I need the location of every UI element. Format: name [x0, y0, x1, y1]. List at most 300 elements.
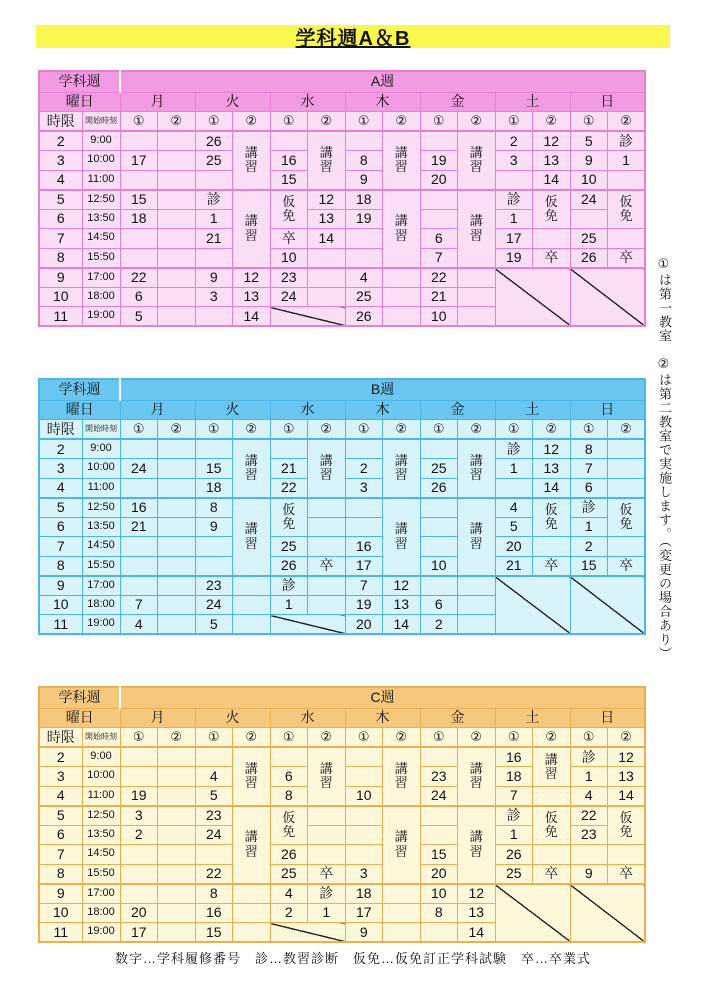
room-header: ②: [608, 112, 646, 132]
day-header: 木: [345, 92, 420, 112]
title-banner: [36, 25, 670, 48]
schedule-cell: [308, 845, 346, 865]
timetable-week-b: [38, 378, 646, 635]
stacked-char: 講: [394, 521, 408, 537]
schedule-cell: [158, 537, 196, 557]
schedule-cell: 25: [570, 229, 608, 249]
schedule-cell: 9: [195, 517, 233, 537]
stacked-char: 講: [244, 213, 258, 229]
period-cell: 7: [39, 845, 82, 865]
period-cell: 2: [39, 747, 82, 767]
period-cell: 7: [39, 229, 82, 249]
schedule-cell: [420, 209, 458, 229]
stacked-char: 仮: [282, 810, 296, 826]
schedule-cell: [608, 498, 646, 537]
schedule-cell: [383, 498, 421, 576]
stacked-char: 仮: [544, 194, 558, 210]
stacked-char: 免: [282, 208, 296, 224]
schedule-cell: [458, 747, 496, 806]
schedule-cell: [233, 595, 271, 615]
schedule-cell: [308, 498, 346, 518]
period-cell: 4: [39, 170, 82, 190]
schedule-cell: 15: [120, 190, 158, 210]
time-cell: 11:00: [82, 478, 120, 498]
schedule-cell: [158, 131, 196, 151]
room-header: ②: [608, 420, 646, 440]
schedule-cell: [608, 170, 646, 190]
stacked-char: 講: [319, 761, 333, 777]
period-label: 時限: [39, 728, 82, 748]
time-cell: 18:00: [82, 287, 120, 307]
schedule-cell: 14: [458, 923, 496, 943]
schedule-cell: [420, 439, 458, 459]
stacked-char: 講: [469, 453, 483, 469]
schedule-cell: [158, 884, 196, 904]
no-class-diagonal-cell: [270, 923, 345, 943]
schedule-cell: 21: [420, 287, 458, 307]
stacked-char: 習: [244, 775, 258, 791]
schedule-cell: [308, 268, 346, 288]
schedule-cell: [345, 825, 383, 845]
period-cell: 11: [39, 307, 82, 327]
schedule-cell: 4: [120, 615, 158, 635]
stacked-char: 講: [394, 761, 408, 777]
time-cell: 14:50: [82, 845, 120, 865]
schedule-cell: [495, 478, 533, 498]
timetable-week-a: [38, 70, 646, 327]
no-class-diagonal-cell: [570, 576, 645, 635]
schedule-cell: 15: [195, 923, 233, 943]
schedule-cell: 17: [345, 556, 383, 576]
period-cell: 4: [39, 478, 82, 498]
schedule-cell: 22: [120, 268, 158, 288]
schedule-cell: 25: [195, 151, 233, 171]
schedule-cell: [158, 576, 196, 596]
schedule-cell: 12: [533, 439, 571, 459]
schedule-cell: 1: [270, 595, 308, 615]
schedule-cell: [420, 825, 458, 845]
schedule-cell: [608, 537, 646, 557]
schedule-cell: [458, 190, 496, 268]
room-header: ①: [195, 420, 233, 440]
schedule-cell: 診: [270, 576, 308, 596]
stacked-char: 仮: [544, 502, 558, 518]
schedule-cell: 12: [533, 131, 571, 151]
stacked-char: 免: [544, 824, 558, 840]
schedule-cell: 5: [570, 131, 608, 151]
period-cell: 5: [39, 190, 82, 210]
schedule-cell: 診: [495, 439, 533, 459]
schedule-cell: 23: [195, 806, 233, 826]
period-label: 時限: [39, 112, 82, 132]
schedule-cell: 24: [420, 786, 458, 806]
schedule-cell: [120, 537, 158, 557]
schedule-cell: [608, 845, 646, 865]
schedule-cell: [270, 498, 308, 537]
schedule-cell: 14: [383, 615, 421, 635]
schedule-cell: 18: [120, 209, 158, 229]
schedule-cell: 12: [308, 190, 346, 210]
schedule-cell: [345, 747, 383, 767]
room-header: ②: [533, 728, 571, 748]
schedule-cell: [458, 287, 496, 307]
schedule-cell: [533, 786, 571, 806]
schedule-cell: [120, 229, 158, 249]
day-header: 火: [195, 92, 270, 112]
schedule-cell: 13: [383, 595, 421, 615]
schedule-cell: [158, 825, 196, 845]
schedule-cell: 12: [233, 268, 271, 288]
room-header: ①: [345, 728, 383, 748]
schedule-cell: [533, 498, 571, 537]
schedule-cell: [195, 170, 233, 190]
room-header: ②: [458, 728, 496, 748]
schedule-cell: 14: [608, 786, 646, 806]
schedule-cell: [383, 903, 421, 923]
schedule-cell: 18: [345, 190, 383, 210]
stacked-char: 講: [244, 761, 258, 777]
schedule-cell: [458, 595, 496, 615]
schedule-cell: 2: [420, 615, 458, 635]
schedule-cell: 卒: [270, 229, 308, 249]
schedule-cell: 23: [570, 825, 608, 845]
schedule-cell: 8: [195, 498, 233, 518]
schedule-cell: 8: [195, 884, 233, 904]
schedule-cell: 21: [495, 556, 533, 576]
schedule-cell: [158, 615, 196, 635]
day-header: 土: [495, 92, 570, 112]
room-header: ①: [345, 420, 383, 440]
schedule-cell: 9: [345, 170, 383, 190]
schedule-cell: 14: [533, 478, 571, 498]
schedule-cell: [120, 845, 158, 865]
schedule-cell: [345, 248, 383, 268]
schedule-cell: [233, 190, 271, 268]
schedule-cell: [120, 170, 158, 190]
schedule-cell: [158, 170, 196, 190]
no-class-diagonal-cell: [495, 884, 570, 943]
schedule-cell: 25: [420, 459, 458, 479]
room-header: ①: [270, 728, 308, 748]
schedule-cell: [233, 884, 271, 904]
schedule-cell: 15: [195, 459, 233, 479]
time-cell: 17:00: [82, 576, 120, 596]
schedule-cell: 26: [270, 556, 308, 576]
room-header: ①: [420, 112, 458, 132]
time-cell: 15:50: [82, 248, 120, 268]
time-cell: 18:00: [82, 903, 120, 923]
schedule-cell: 18: [195, 478, 233, 498]
schedule-cell: 4: [270, 884, 308, 904]
schedule-cell: [158, 845, 196, 865]
schedule-cell: [420, 190, 458, 210]
schedule-cell: 25: [270, 864, 308, 884]
schedule-cell: 14: [308, 229, 346, 249]
time-cell: 10:00: [82, 767, 120, 787]
schedule-cell: [608, 459, 646, 479]
schedule-cell: [383, 131, 421, 190]
room-header: ②: [458, 420, 496, 440]
schedule-cell: 2: [270, 903, 308, 923]
schedule-cell: [308, 287, 346, 307]
room-header: ②: [608, 728, 646, 748]
schedule-cell: 2: [495, 131, 533, 151]
schedule-cell: [120, 576, 158, 596]
schedule-cell: [345, 498, 383, 518]
room-header: ①: [120, 112, 158, 132]
schedule-cell: [158, 903, 196, 923]
room-header: ①: [420, 420, 458, 440]
stacked-char: 講: [244, 453, 258, 469]
schedule-cell: [158, 190, 196, 210]
schedule-cell: 卒: [608, 556, 646, 576]
period-cell: 8: [39, 556, 82, 576]
stacked-char: 習: [244, 535, 258, 551]
schedule-cell: [233, 439, 271, 498]
schedule-cell: 6: [270, 767, 308, 787]
schedule-cell: 24: [195, 595, 233, 615]
schedule-cell: [608, 229, 646, 249]
time-cell: 11:00: [82, 786, 120, 806]
schedule-cell: [158, 287, 196, 307]
schedule-cell: 7: [120, 595, 158, 615]
schedule-cell: 21: [120, 517, 158, 537]
schedule-cell: 5: [195, 615, 233, 635]
day-header: 月: [120, 92, 195, 112]
schedule-cell: [533, 845, 571, 865]
day-header: 火: [195, 708, 270, 728]
stacked-char: 講: [319, 453, 333, 469]
schedule-cell: [308, 248, 346, 268]
schedule-cell: 22: [270, 478, 308, 498]
room-header: ①: [570, 728, 608, 748]
room-header: ①: [270, 112, 308, 132]
schedule-cell: [120, 884, 158, 904]
day-header: 金: [420, 92, 495, 112]
stacked-char: 講: [244, 829, 258, 845]
schedule-cell: [120, 478, 158, 498]
stacked-char: 習: [244, 227, 258, 243]
stacked-char: 講: [394, 453, 408, 469]
schedule-cell: [233, 131, 271, 190]
schedule-cell: 2: [345, 459, 383, 479]
schedule-cell: [458, 131, 496, 190]
room-header: ②: [308, 112, 346, 132]
room-header: ①: [495, 728, 533, 748]
room-header: ①: [570, 112, 608, 132]
schedule-cell: 15: [420, 845, 458, 865]
schedule-cell: 診: [608, 131, 646, 151]
room-header: ②: [533, 112, 571, 132]
period-cell: 6: [39, 517, 82, 537]
schedule-cell: [383, 884, 421, 904]
legend-note: 数字…学科履修番号 診…教習診断 仮免…仮免訂正学科試験 卒…卒業式: [114, 951, 591, 966]
schedule-cell: 20: [120, 903, 158, 923]
schedule-cell: [570, 209, 608, 229]
schedule-cell: [345, 517, 383, 537]
stacked-char: 仮: [544, 810, 558, 826]
stacked-char: 仮: [282, 194, 296, 210]
stacked-char: 講: [244, 145, 258, 161]
period-cell: 7: [39, 537, 82, 557]
stacked-char: 仮: [619, 502, 633, 518]
schedule-cell: [233, 576, 271, 596]
schedule-cell: 卒: [308, 556, 346, 576]
no-class-diagonal-cell: [570, 884, 645, 943]
no-class-diagonal-cell: [495, 576, 570, 635]
schedule-cell: 診: [195, 190, 233, 210]
schedule-cell: [308, 517, 346, 537]
period-cell: 2: [39, 439, 82, 459]
schedule-cell: [383, 268, 421, 288]
day-header: 日: [570, 92, 645, 112]
stacked-char: 習: [319, 159, 333, 175]
schedule-cell: 診: [570, 498, 608, 518]
stacked-char: 習: [469, 159, 483, 175]
schedule-cell: 17: [120, 923, 158, 943]
schedule-cell: [533, 806, 571, 845]
stacked-char: 習: [469, 843, 483, 859]
schedule-cell: 6: [120, 287, 158, 307]
room-header: ①: [495, 112, 533, 132]
schedule-cell: [120, 747, 158, 767]
schedule-cell: 9: [195, 268, 233, 288]
stacked-char: 習: [394, 843, 408, 859]
room-header: ①: [495, 420, 533, 440]
start-time-label: 開始時刻: [82, 420, 120, 440]
schedule-cell: 8: [345, 151, 383, 171]
schedule-cell: [420, 537, 458, 557]
schedule-cell: [120, 131, 158, 151]
schedule-cell: 20: [495, 537, 533, 557]
stacked-char: 習: [394, 535, 408, 551]
schedule-cell: 25: [345, 287, 383, 307]
schedule-cell: 15: [270, 170, 308, 190]
schedule-cell: [270, 131, 308, 151]
schedule-cell: [308, 131, 346, 190]
schedule-cell: [533, 229, 571, 249]
no-class-diagonal-cell: [270, 307, 345, 327]
day-header: 水: [270, 400, 345, 420]
schedule-cell: [233, 903, 271, 923]
period-cell: 11: [39, 615, 82, 635]
period-cell: 6: [39, 825, 82, 845]
schedule-cell: 6: [420, 229, 458, 249]
time-cell: 15:50: [82, 556, 120, 576]
no-class-diagonal-cell: [270, 615, 345, 635]
stacked-char: 講: [544, 751, 558, 767]
schedule-cell: 10: [420, 884, 458, 904]
stacked-char: 講: [469, 829, 483, 845]
day-header: 日: [570, 708, 645, 728]
schedule-cell: [195, 439, 233, 459]
schedule-cell: 13: [533, 459, 571, 479]
time-cell: 9:00: [82, 747, 120, 767]
room-header: ②: [383, 420, 421, 440]
room-header: ②: [458, 112, 496, 132]
stacked-char: 習: [244, 467, 258, 483]
schedule-cell: [195, 537, 233, 557]
period-cell: 8: [39, 248, 82, 268]
schedule-cell: [158, 923, 196, 943]
schedule-cell: [608, 190, 646, 229]
schedule-cell: [458, 615, 496, 635]
stacked-char: 仮: [619, 810, 633, 826]
room-header: ②: [383, 112, 421, 132]
schedule-cell: 4: [195, 767, 233, 787]
schedule-cell: 3: [345, 864, 383, 884]
period-cell: 9: [39, 268, 82, 288]
schedule-cell: [345, 131, 383, 151]
schedule-cell: [195, 747, 233, 767]
schedule-cell: [533, 190, 571, 229]
schedule-cell: [308, 806, 346, 826]
schedule-cell: 1: [570, 767, 608, 787]
day-header: 月: [120, 400, 195, 420]
schedule-cell: [608, 478, 646, 498]
corner-label: 学科週: [39, 379, 120, 400]
stacked-char: 講: [469, 213, 483, 229]
day-row-label: 曜日: [39, 708, 120, 728]
schedule-cell: 18: [345, 884, 383, 904]
schedule-cell: [158, 209, 196, 229]
time-cell: 13:50: [82, 517, 120, 537]
stacked-char: 免: [544, 208, 558, 224]
time-cell: 13:50: [82, 825, 120, 845]
schedule-cell: 16: [495, 747, 533, 767]
schedule-cell: 23: [270, 268, 308, 288]
schedule-cell: [158, 806, 196, 826]
schedule-cell: [570, 845, 608, 865]
schedule-cell: 14: [233, 307, 271, 327]
schedule-cell: [158, 595, 196, 615]
period-cell: 6: [39, 209, 82, 229]
schedule-cell: 卒: [533, 864, 571, 884]
page-title: 学科週A＆B: [295, 28, 411, 50]
schedule-cell: 1: [308, 903, 346, 923]
day-header: 金: [420, 400, 495, 420]
schedule-cell: 診: [570, 747, 608, 767]
day-header: 月: [120, 708, 195, 728]
schedule-cell: 6: [570, 478, 608, 498]
schedule-cell: [158, 517, 196, 537]
time-cell: 17:00: [82, 268, 120, 288]
schedule-cell: 20: [420, 864, 458, 884]
schedule-cell: [458, 439, 496, 498]
stacked-char: 習: [394, 467, 408, 483]
schedule-cell: [158, 439, 196, 459]
schedule-cell: 4: [570, 786, 608, 806]
schedule-cell: 卒: [608, 248, 646, 268]
schedule-cell: 9: [570, 151, 608, 171]
schedule-cell: 5: [195, 786, 233, 806]
room-header: ①: [570, 420, 608, 440]
schedule-cell: [383, 190, 421, 268]
time-cell: 19:00: [82, 923, 120, 943]
period-cell: 4: [39, 786, 82, 806]
stacked-char: 習: [394, 775, 408, 791]
schedule-cell: [420, 498, 458, 518]
stacked-char: 習: [469, 775, 483, 791]
period-cell: 3: [39, 767, 82, 787]
schedule-cell: [458, 307, 496, 327]
schedule-cell: [195, 248, 233, 268]
schedule-cell: [195, 556, 233, 576]
period-cell: 2: [39, 131, 82, 151]
schedule-cell: 5: [120, 307, 158, 327]
day-header: 木: [345, 400, 420, 420]
day-row-label: 曜日: [39, 92, 120, 112]
